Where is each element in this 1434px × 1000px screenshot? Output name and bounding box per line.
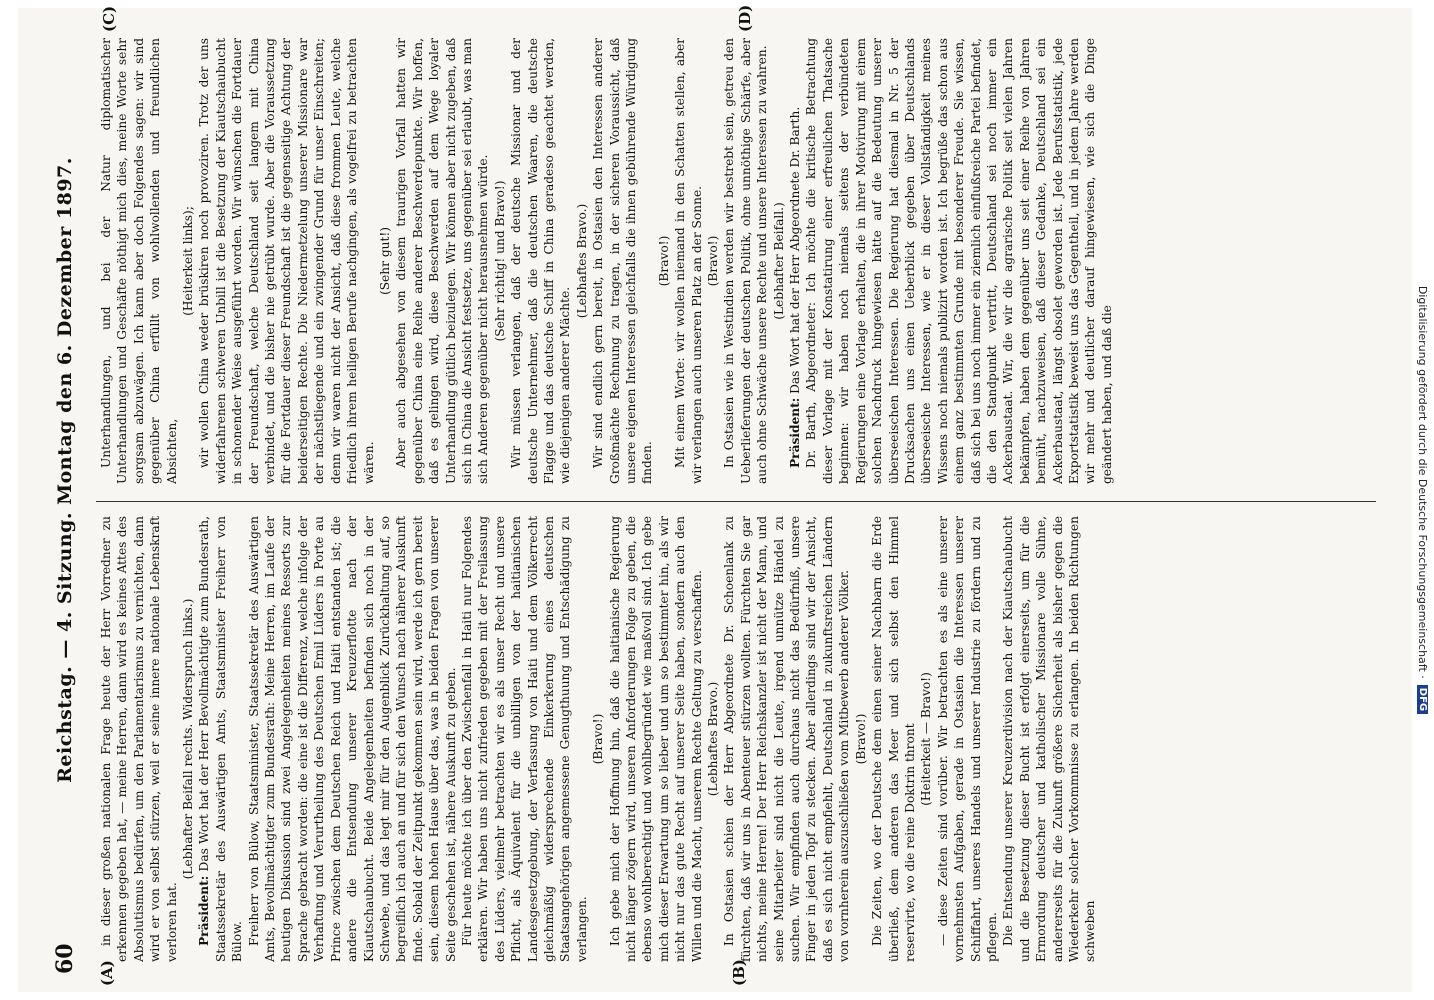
margin-letter-d: (D) xyxy=(736,4,754,32)
paragraph-text: — diese Zeiten sind vorüber. Wir betrachten es als eine unserer vornehmsten Aufgaben, gerade in Ostasien die Interessen unserer Schiffahrt, unseres Handels und unserer Industrie zu fördern und zu pflegen. xyxy=(935,516,999,962)
paragraph-text: Die Entsendung unserer Kreuzerdivision nach der Kiautschaubucht und die Besetzung dieser Bucht ist erfolgt einerseits, um für die Ermordung deutscher und katholischer Missionare volle Sühne, andererseits für die Zukunft größere Sicherheit als bisher gegen die Wiederkehr solcher Vorkommnisse zu erlangen. In beiden Richtungen schweben xyxy=(1001,516,1098,962)
paragraph-text: In Ostasien wie in Westindien werden wir bestrebt sein, getreu den Ueberlieferungen der deutschen Politik, ohne unnöthige Schärfe, aber auch ohne Schwäche unsere Rechte und unsere Interessen zu wahren. xyxy=(722,38,770,484)
column-divider xyxy=(96,501,1376,502)
interjection xyxy=(590,516,606,962)
paragraph-text: (Sehr gut!) xyxy=(377,226,392,296)
stamp-text: Digitalisierung gefördert durch die Deutsche Forschungsgemeinschaft · xyxy=(1416,285,1430,679)
margin-letter-c: (C) xyxy=(100,5,118,32)
scanned-page xyxy=(18,4,1412,992)
speaker-label: Präsident: xyxy=(788,397,803,468)
paragraph-text: (Lebhafter Beifall.) xyxy=(771,202,786,320)
paragraph-text: (Lebhaftes Bravo.) xyxy=(574,203,589,319)
paragraph-text: (Heiterkeit — Bravo!) xyxy=(919,672,934,806)
interjection xyxy=(180,38,196,484)
page-number: 60 xyxy=(52,943,78,974)
interjection xyxy=(656,38,672,484)
paragraph xyxy=(508,38,574,484)
paragraph xyxy=(935,516,1001,962)
running-title: Reichstag. — 4. Sitzung. Montag den 6. Dezember 1897. xyxy=(54,157,76,783)
left-column xyxy=(98,516,1382,962)
paragraph-text: (Bravo!) xyxy=(656,235,671,287)
digitization-stamp xyxy=(1412,0,1434,1000)
paragraph-text: Das Wort hat der Herr Abgeordnete Dr. Barth. xyxy=(788,106,803,394)
paragraph-text: Mit einem Worte: wir wollen niemand in den Schatten stellen, aber wir verlangen auch unseren Platz an der Sonne. xyxy=(673,38,704,484)
paragraph xyxy=(787,38,803,484)
paragraph-text: Die Zeiten, wo der Deutsche dem einen seiner Nachbarn die Erde überließ, dem anderen das Meer und sich selbst den Himmel reservirte, wo die reine Doktrin thront xyxy=(870,516,917,962)
margin-letter-b: (B) xyxy=(730,959,748,986)
paragraph-text: (Lebhaftes Bravo.) xyxy=(706,681,721,797)
interjection xyxy=(705,38,721,484)
paragraph xyxy=(590,38,656,484)
paragraph xyxy=(721,38,770,484)
dfg-logo: DFG xyxy=(1418,685,1429,714)
paragraph xyxy=(459,516,590,962)
paragraph xyxy=(869,516,918,962)
right-column xyxy=(98,38,1382,484)
paragraph-text: Ich gebe mich der Hoffnung hin, daß die haitianische Regierung nicht länger zögern wird, unseren Anforderungen Folge zu geben, die ebenso wohlberechtigt und wohlbegründet wie maßvoll sind. Ich gebe mich dieser Erwartung um so lieber und um so bestimmter hin, als wir nicht nur das gute Recht auf unserer Seite haben, sondern auch den Willen und die Macht, unserem Rechte Geltung zu verschaffen. xyxy=(607,516,704,962)
paragraph-text: (Lebhafter Beifall rechts. Widerspruch links.) xyxy=(181,598,196,880)
paragraph-text: Freiherr von Bülow, Staatsminister, Staatssekretär des Auswärtigen Amts, Bevollmächtigter zum Bundesrath: Meine Herren, im Laufe der heutigen Diskussion sind zwei Angelegenheiten meines Ressorts zur Sprache gebracht worden: die eine ist die Differenz, welche infolge der Verhaftung und Verurtheilung des Deutschen Emil Lüders in Porte au Prince zwischen dem Deutschen Reich und Haiti entstanden ist; die andere die Entsendung unserer Kreuzerflotte nach der Kiautschaubucht. Beide Angelegenheiten befinden sich noch in der Schwebe, und das legt mir für den Augenblick Zurückhaltung auf, so begreiflich ich auch an und für sich den Wunsch nach näherer Auskunft finde. Sobald der Zeitpunkt gekommen sein wird, werde ich gern bereit sein, diesem hohen Hause über das, was in beiden Fragen von unserer Seite geschehen ist, nähere Auskunft zu geben. xyxy=(246,516,458,962)
paragraph xyxy=(98,38,180,484)
paragraph-text: Wir müssen verlangen, daß der deutsche Missionar und der deutsche Unternehmer, daß die deutschen Waaren, die deutsche Flagge und das deutsche Schiff in China geradeso geachtet werden, wie diejenigen anderer Mächte. xyxy=(509,38,573,484)
paragraph-text: (Bravo!) xyxy=(853,713,868,765)
interjection xyxy=(771,38,787,484)
paragraph-text: Unterhandlungen, und bei der Natur diplomatischer Unterhandlungen und Geschäfte nöthigt mich dies, meine Worte sehr sorgsam abzuwägen. Ich kann aber doch Folgendes sagen: wir sind gegenüber China erfüllt von wohlwollenden und freundlichen Absichten, xyxy=(99,38,179,484)
interjection xyxy=(180,516,196,962)
paragraph xyxy=(98,516,180,962)
paragraph-text: (Sehr richtig! und Bravo!) xyxy=(492,180,507,342)
paragraph xyxy=(246,516,459,962)
paragraph-text: Wir sind endlich gern bereit, in Ostasien den Interessen anderer Großmächte Rechnung zu tragen, in der sicheren Voraussicht, daß unsere eigenen Interessen gleichfalls die ihnen gebührende Würdigung finden. xyxy=(591,38,655,484)
paragraph-text: (Heiterkeit links); xyxy=(181,206,196,316)
paragraph xyxy=(672,38,705,484)
paragraph xyxy=(803,38,1115,484)
speaker-label: Präsident: xyxy=(197,875,212,946)
interjection xyxy=(853,516,869,962)
paragraph-text: wir wollen China weder brüskiren noch provoziren. Trotz der uns widerfahrenen schweren Unbill ist die Besetzung der Kiautschaubucht in schonender Weise ausgeführt worden. Wir wünschen die Fortdauer der Freundschaft, welche Deutschland seit langem mit China verbindet, und die bisher nie getrübt wurde. Aber die Voraussetzung für die Fortdauer dieser Freundschaft ist die gegenseitige Achtung der beiderseitigen Rechte. Die Niedermetzelung unserer Missionare war der nächstliegende und ein zwingender Grund für unser Einschreiten; denn wir waren nicht der Ansicht, daß diese frommen Leute, welche friedlich ihrem heiligen Berufe nachgingen, als vogelfrei zu betrachten wären. xyxy=(197,38,376,484)
paragraph xyxy=(196,516,245,962)
paragraph-text: Dr. Barth, Abgeordneter: Ich möchte die kritische Betrachtung dieser Vorlage mit der Konstatirung einer erfreulichen Thatsache beginnen: wir haben noch niemals seitens der verbündeten Regierungen eine Vorlage erhalten, die in ihrer Motivirung mit einem solchen Nachdruck hingewiesen hätte auf die Bedeutung unserer überseeischen Interessen. Die Regierung hat diesmal in Nr. 5 der Drucksachen uns einen Ueberblick gegeben über Deutschlands überseeische Interessen, wie er in dieser Vollständigkeit meines Wissens noch niemals publizirt worden ist. Ich begrüße das schon aus einem ganz bestimmten Grunde mit besonderer Freude. Sie wissen, daß sich bei uns noch immer ein ziemlich einflußreiche Partei befindet, die den Standpunkt vertritt, Deutschland sei noch immer ein Ackerbaustaat. Wir, die wir die agrarische Politik seit vielen Jahren bekämpfen, haben dem gegenüber uns seit einer Reihe von Jahren bemüht, nachzuweisen, daß dieser Gedanke, Deutschland sei ein Ackerbaustaat, längst obsolet geworden ist. Jede Berufsstatistik, jede Exportstatistik beweist uns das Gegentheil, und in jedem Jahre werden wir mehr und deutlicher darauf hingewiesen, wie sich die Dinge geändert haben, und daß die xyxy=(804,38,1114,484)
paragraph-text: (Bravo!) xyxy=(591,713,606,765)
rotated-page-content xyxy=(18,4,1412,992)
interjection xyxy=(705,516,721,962)
paragraph xyxy=(607,516,705,962)
paragraph-text: In Ostasien schien der Herr Abgeordnete Dr. Schoenlank zu fürchten, daß wir uns in Abenteuer stürzen wollten. Fürchten Sie gar nichts, meine Herren! Der Herr Reichskanzler ist nicht der Mann, und seine Mitarbeiter sind nicht die Leute, irgend unnütze Händel zu suchen. Wir empfinden auch durchaus nicht das Bedürfniß, unsere Finger in jeden Topf zu stecken. Aber allerdings sind wir der Ansicht, daß es sich nicht empfiehlt, Deutschland in zukunftsreichen Ländern von vornherein auszuschließen vom Mitbewerb anderer Völker. xyxy=(722,516,852,962)
paragraph xyxy=(393,38,491,484)
paragraph-text: Das Wort hat der Herr Bevollmächtigte zum Bundesrath, Staatssekretär des Auswärtigen Amts, Staatsminister Freiherr von Bülow. xyxy=(197,516,245,962)
paragraph-text: in dieser großen nationalen Frage heute der Herr Vorredner zu erkennen gegeben hat, — meine Herren, dann wird es keines Attes des Absolutismus bedürfen, um den Parlamentarismus zu vernichten, dann wird er von selbst stürzen, weil er seine innere nationale Lebenskraft verloren hat. xyxy=(99,516,179,962)
paragraph-text: Für heute möchte ich über den Zwischenfall in Haiti nur Folgendes erklären. Wir haben uns nicht zufrieden gegeben mit der Freilassung des Lüders, vielmehr betrachten wir es als unser Recht und unsere Pflicht, als Äquivalent für die unbilligen von der haitianischen Landesgesetzgebung, der Verfassung von Haiti und dem Völkerrecht gleichmäßig widersprechende Einkerkerung eines deutschen Staatsangehörigen angemessene Genugthuung und Entschädigung zu verlangen. xyxy=(459,516,589,962)
paragraph xyxy=(1000,516,1098,962)
margin-letter-a: (A) xyxy=(98,960,116,986)
interjection xyxy=(492,38,508,484)
interjection xyxy=(918,516,934,962)
paragraph-text: Aber auch abgesehen von diesem traurigen Vorfall hatten wir gegenüber China eine Reihe anderer Beschwerdepunkte. Wir hoffen, daß es gelingen wird, diese Beschwerden auf dem Wege loyaler Unterhandlung gütlich beizulegen. Wir können aber nicht zugeben, daß sich in China die Ansicht festsetze, uns gegenüber sei erlaubt, was man sich Anderen gegenüber nicht herausnehmen würde. xyxy=(394,38,491,484)
interjection xyxy=(377,38,393,484)
paragraph-text: (Bravo!) xyxy=(706,235,721,287)
paragraph xyxy=(196,38,376,484)
page-header xyxy=(46,22,86,978)
paragraph xyxy=(721,516,852,962)
interjection xyxy=(574,38,590,484)
